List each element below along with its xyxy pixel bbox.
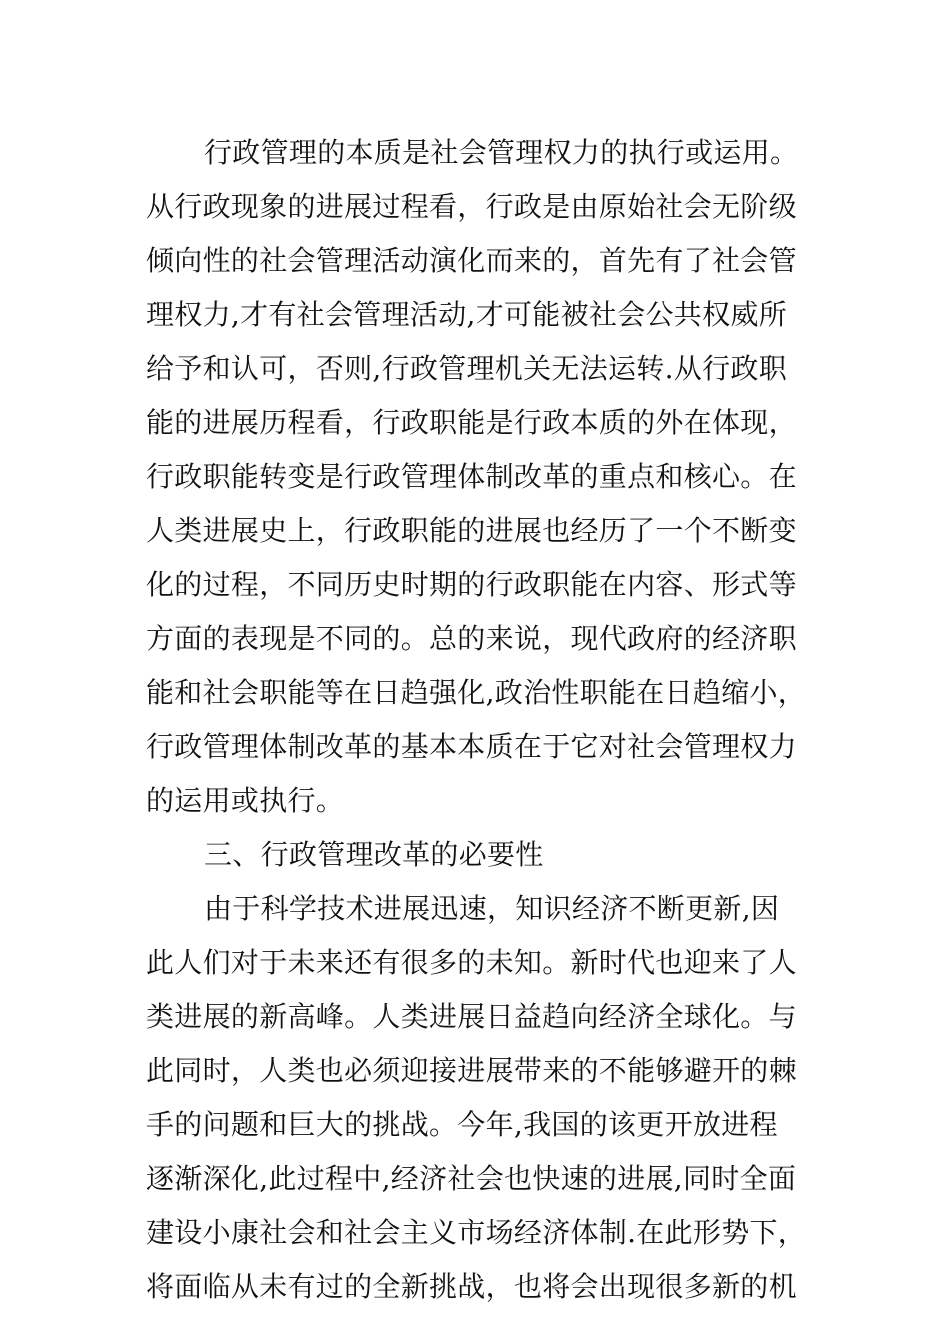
paragraph-necessity — [146, 882, 806, 1314]
text-line: 理权力,才有社会管理活动,才可能被社会公共权威所 — [146, 298, 788, 331]
text-line: 给予和认可，否则,行政管理机关无法运转.从行政职 — [146, 352, 788, 385]
text-line: 能的进展历程看，行政职能是行政本质的外在体现， — [146, 406, 797, 439]
text-line: 行政管理体制改革的基本本质在于它对社会管理权力 — [146, 730, 797, 763]
text-line: 的运用或执行。 — [146, 784, 345, 817]
text-line: 能和社会职能等在日趋强化,政治性职能在日趋缩小， — [146, 676, 806, 709]
text-line: 此同时，人类也必须迎接进展带来的不能够避开的棘 — [146, 1054, 797, 1087]
text-line: 方面的表现是不同的。总的来说，现代政府的经济职 — [146, 622, 797, 655]
text-line: 从行政现象的进展过程看，行政是由原始社会无阶级 — [146, 190, 797, 223]
text-line: 人类进展史上，行政职能的进展也经历了一个不断变 — [146, 514, 797, 547]
text-line: 将面临从未有过的全新挑战，也将会出现很多新的机 — [146, 1270, 797, 1303]
text-line: 化的过程，不同历史时期的行政职能在内容、形式等 — [146, 568, 797, 601]
text-line: 倾向性的社会管理活动演化而来的，首先有了社会管 — [146, 244, 797, 277]
text-line: 建设小康社会和社会主义市场经济体制.在此形势下， — [146, 1216, 806, 1249]
text-line: 手的问题和巨大的挑战。今年,我国的该更开放进程 — [146, 1108, 778, 1141]
text-line: 行政职能转变是行政管理体制改革的重点和核心。在 — [146, 460, 797, 493]
text-line: 由于科学技术进展迅速，知识经济不断更新,因 — [204, 892, 780, 925]
paragraph-essence — [146, 126, 806, 828]
section-heading: 三、行政管理改革的必要性 — [204, 838, 544, 871]
document-body — [146, 126, 806, 1314]
text-line: 逐渐深化,此过程中,经济社会也快速的进展,同时全面 — [146, 1162, 797, 1195]
text-line: 类进展的新高峰。人类进展日益趋向经济全球化。与 — [146, 1000, 797, 1033]
text-line: 此人们对于未来还有很多的未知。新时代也迎来了人 — [146, 946, 797, 979]
text-line: 行政管理的本质是社会管理权力的执行或运用。 — [204, 136, 799, 169]
